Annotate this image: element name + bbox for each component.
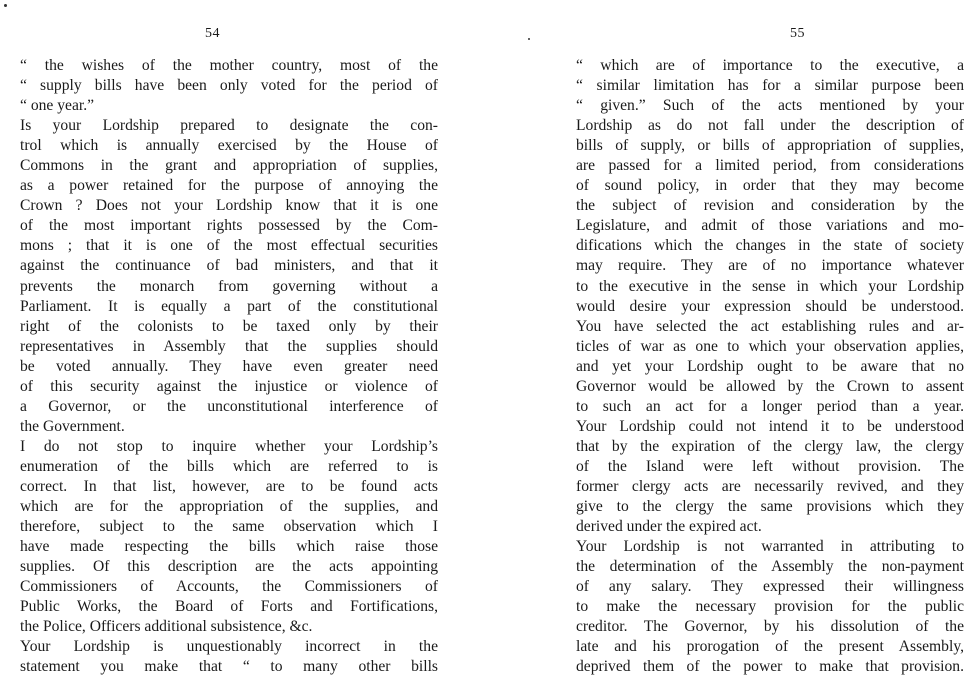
- text-line: Your Lordship is not warranted in attributing to: [576, 538, 964, 556]
- text-line: derived under the expired act.: [576, 518, 762, 536]
- text-line: deprived them of the power to make that provision.: [576, 658, 964, 676]
- text-line: Crown ? Does not your Lordship know that it is one: [20, 197, 438, 215]
- text-line: creditor. The Governor, by his dissolution of the: [576, 618, 964, 636]
- text-line: “ the wishes of the mother country, most of the: [20, 57, 438, 74]
- text-line: “ one year.”: [20, 97, 95, 115]
- text-line: the Police, Officers additional subsistence, &c.: [20, 618, 313, 636]
- text-line: late and his prorogation of the present Assembly,: [576, 638, 964, 656]
- text-line: the subject of revision and consideration by the: [576, 197, 964, 215]
- text-line: Your Lordship is unquestionably incorrect in the: [20, 638, 438, 656]
- text-line: of sound policy, in order that they may become: [576, 177, 964, 195]
- text-line: may require. They are of no importance whatever: [576, 257, 964, 275]
- page-number: 55: [790, 26, 805, 41]
- text-line: the determination of the Assembly the non-payment: [576, 558, 964, 576]
- text-line: Parliament. It is equally a part of the constitutional: [20, 297, 438, 315]
- right-page: [490, 0, 980, 680]
- text-line: I do not stop to inquire whether your Lordship’s: [20, 437, 438, 455]
- text-line: statement you make that “ to many other bills: [20, 658, 438, 676]
- text-line: enumeration of the bills which are referred to is: [20, 457, 438, 475]
- text-line: give to the clergy the same provisions which they: [576, 498, 964, 516]
- text-line: of any salary. They expressed their willingness: [576, 578, 964, 596]
- text-line: of the most important rights possessed by the Com-: [20, 217, 438, 235]
- text-line: which are for the appropriation of the supplies, and: [20, 498, 438, 516]
- text-line: that by the expiration of the clergy law, the clergy: [576, 437, 964, 455]
- text-line: Public Works, the Board of Forts and Fortifications,: [20, 598, 438, 616]
- text-line: of the Island were left without provision. The: [576, 457, 964, 475]
- text-line: to such an act for a longer period than a year.: [576, 397, 964, 415]
- text-line: former clergy acts are necessarily revived, and they: [576, 477, 964, 495]
- text-line: to the executive in the sense in which your Lordship: [576, 277, 964, 295]
- text-line: therefore, subject to the same observation which I: [20, 518, 438, 536]
- text-line: prevents the monarch from governing without a: [20, 277, 438, 295]
- text-line: “ given.” Such of the acts mentioned by your: [576, 97, 964, 115]
- text-line: and yet your Lordship ought to be aware that no: [576, 357, 964, 375]
- text-line: right of the colonists to be taxed only by their: [20, 317, 438, 335]
- text-line: Your Lordship could not intend it to be understood: [576, 417, 964, 435]
- text-line: “ similar limitation has for a similar purpose been: [576, 77, 964, 95]
- text-line: representatives in Assembly that the supplies should: [20, 337, 438, 355]
- text-line: bills of supply, or bills of appropriation of supplies,: [576, 137, 964, 155]
- text-line: have made respecting the bills which raise those: [20, 538, 438, 556]
- page-text: [20, 56, 438, 677]
- text-line: mons ; that it is one of the most effectual securities: [20, 237, 438, 255]
- text-line: be voted annually. They have even greater need: [20, 357, 438, 375]
- text-line: Commissioners of Accounts, the Commissioners of: [20, 578, 438, 596]
- text-line: trol which is annually exercised by the House of: [20, 137, 438, 155]
- text-line: ticles of war as one to which your observation applies,: [576, 337, 964, 355]
- text-line: Commons in the grant and appropriation of supplies,: [20, 157, 438, 175]
- text-line: correct. In that list, however, are to be found acts: [20, 477, 438, 495]
- text-line: of this security against the injustice or violence of: [20, 377, 438, 395]
- text-line: You have selected the act establishing rules and ar-: [576, 317, 964, 335]
- text-line: as a power retained for the purpose of annoying the: [20, 177, 438, 195]
- text-line: difications which the changes in the state of society: [576, 237, 964, 255]
- text-line: supplies. Of this description are the acts appointing: [20, 558, 438, 576]
- text-line: the Government.: [20, 417, 125, 435]
- text-line: Legislature, and admit of those variations and mo-: [576, 217, 964, 235]
- text-line: would desire your expression should be understood.: [576, 297, 964, 315]
- page-number: 54: [205, 26, 220, 41]
- text-line: to make the necessary provision for the public: [576, 598, 964, 616]
- text-line: “ which are of importance to the executive, a: [576, 57, 964, 74]
- text-line: Lordship as do not fall under the description of: [576, 117, 964, 135]
- page-text: [576, 56, 964, 677]
- left-page: [0, 0, 480, 680]
- text-line: Is your Lordship prepared to designate the con-: [20, 117, 438, 135]
- text-line: “ supply bills have been only voted for the period of: [20, 77, 438, 95]
- text-line: a Governor, or the unconstitutional interference of: [20, 397, 438, 415]
- text-line: Governor would be allowed by the Crown to assent: [576, 377, 964, 395]
- text-line: against the continuance of bad ministers, and that it: [20, 257, 438, 275]
- text-line: are passed for a limited period, from considerations: [576, 157, 964, 175]
